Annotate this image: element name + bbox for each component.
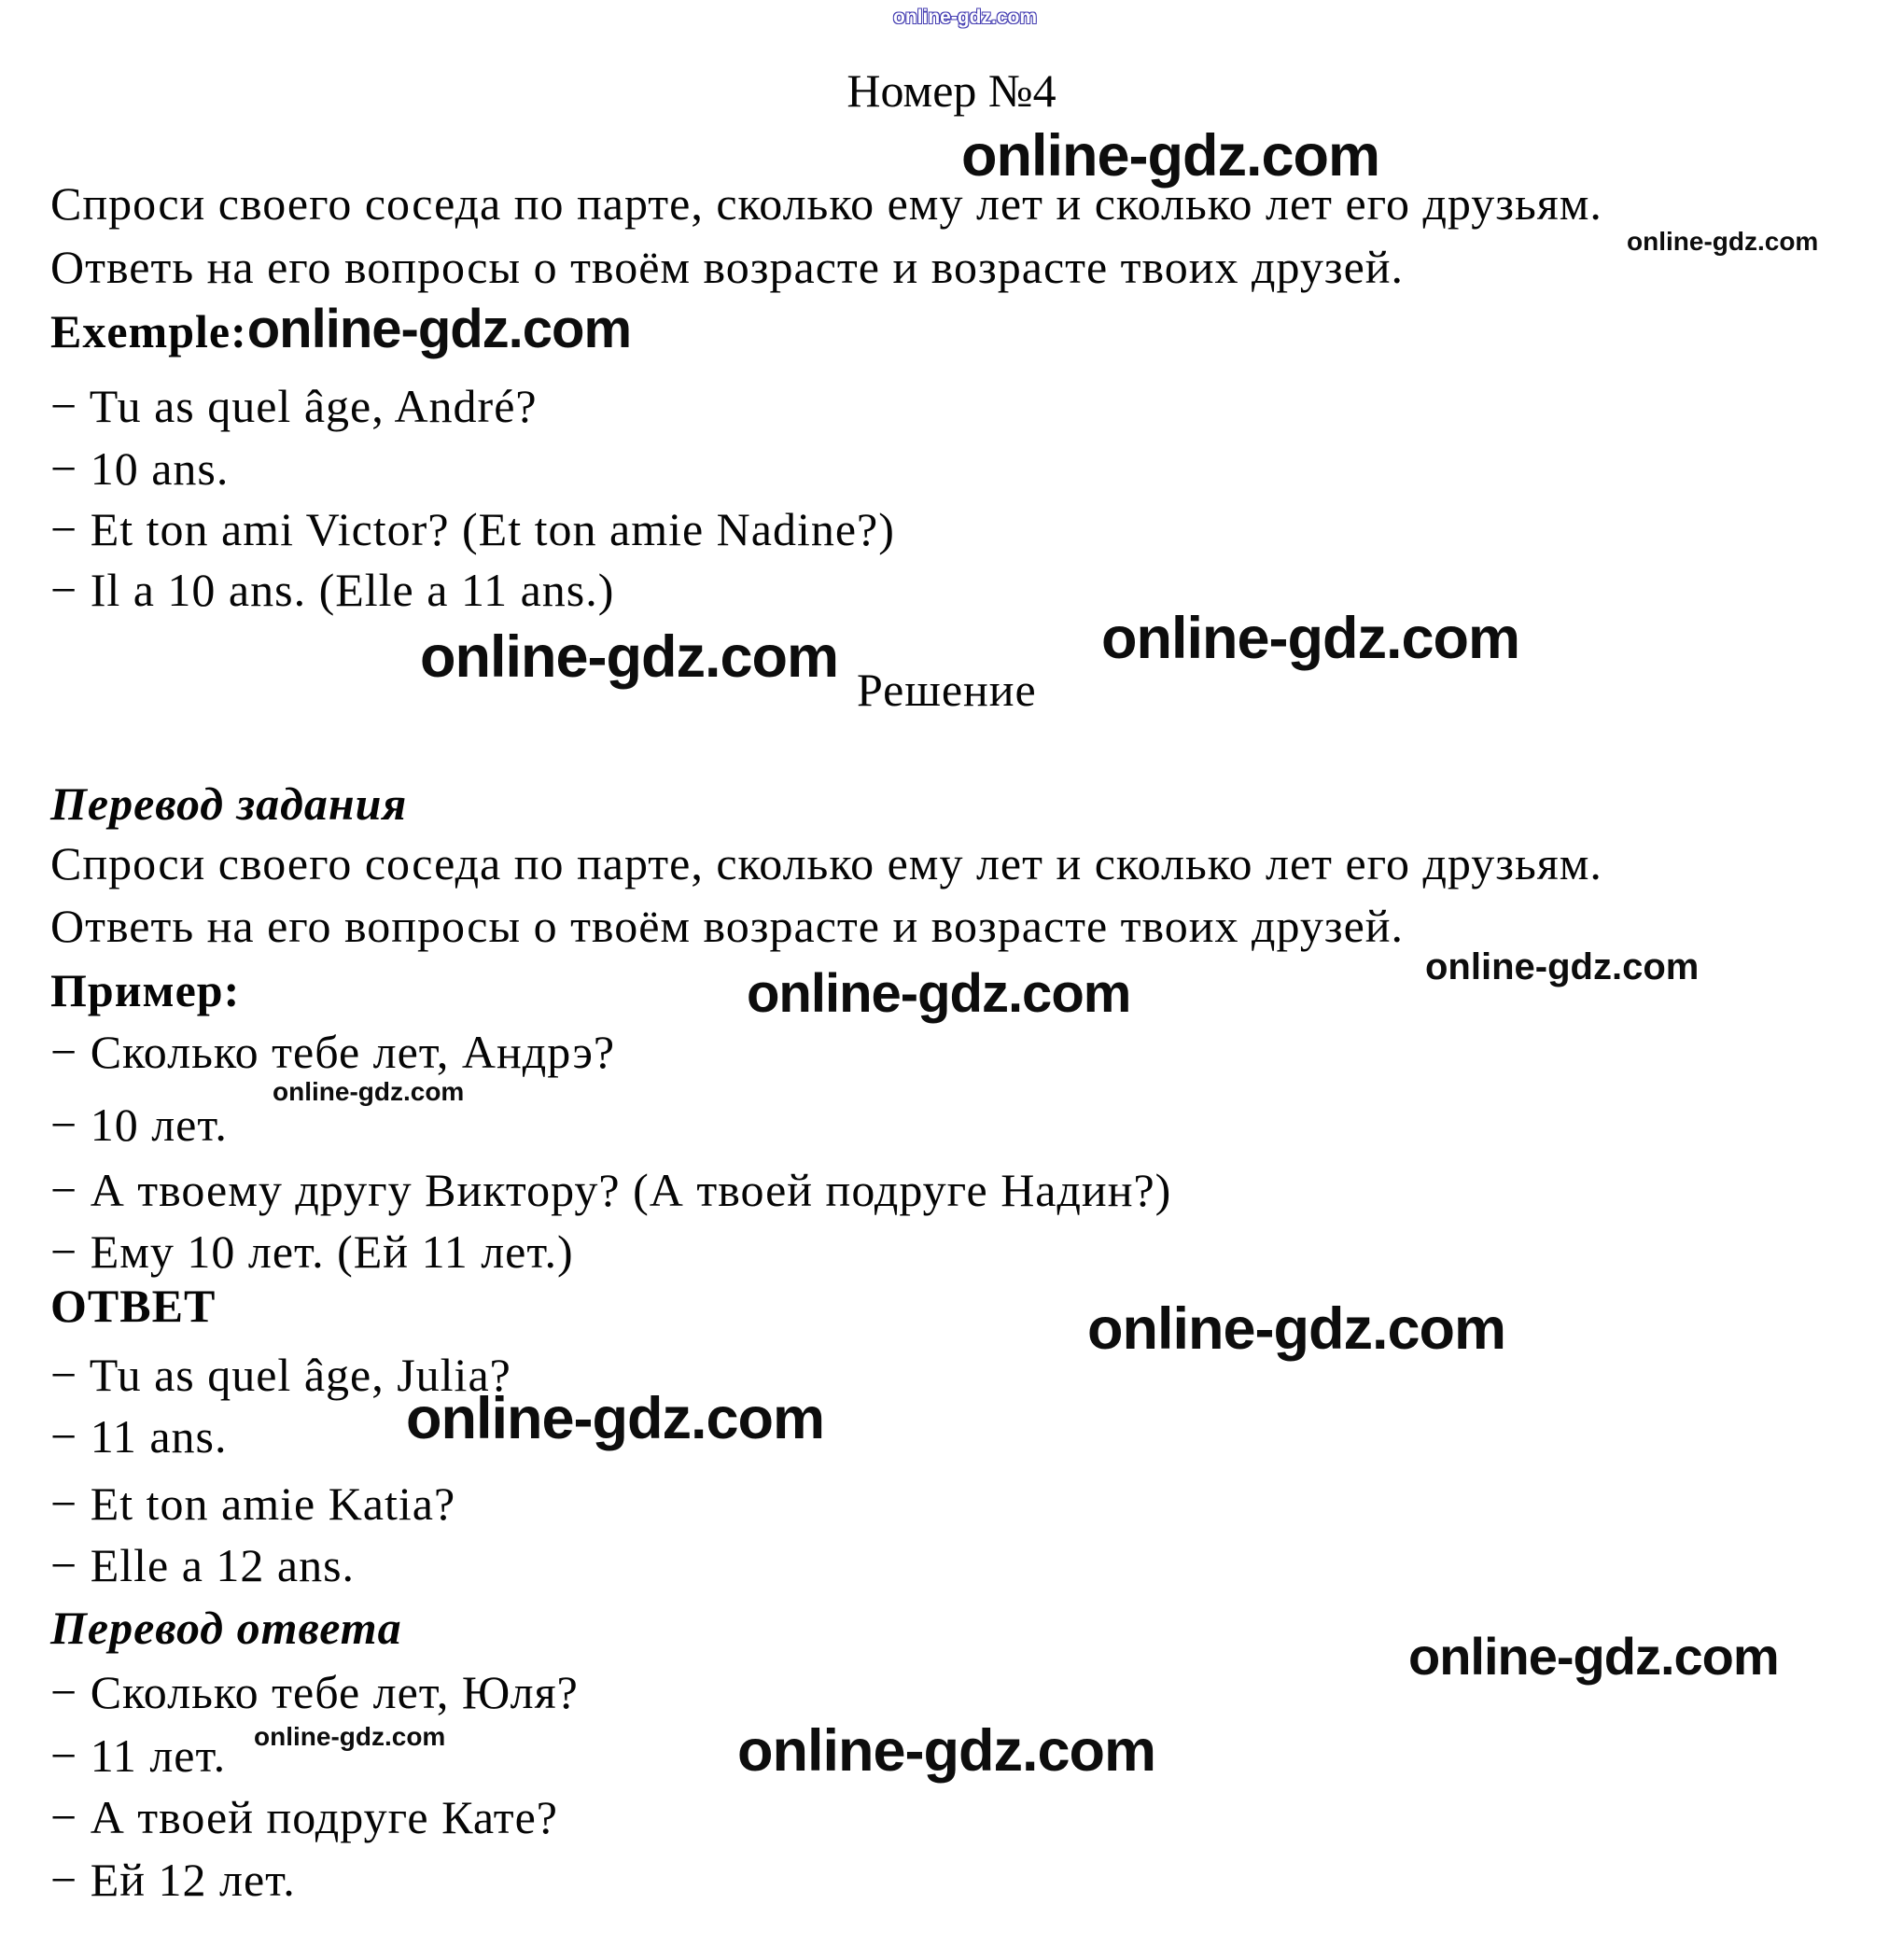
- watermark-task-right: online-gdz.com: [1627, 227, 1819, 256]
- watermark-solution-right: online-gdz.com: [1101, 606, 1519, 671]
- watermark-translation-right: online-gdz.com: [1425, 946, 1700, 987]
- answer-translation-line: − А твоей подруге Кате?: [50, 1791, 558, 1843]
- example-ru-line: − А твоему другу Виктору? (А твоей подруге Надин?): [50, 1164, 1172, 1216]
- answer-translation-line: − 11 лет.: [50, 1729, 227, 1782]
- translation-line-1: Спроси своего соседа по парте, сколько ему лет и сколько лет его друзьям.: [50, 837, 1602, 889]
- watermark-example-ru-center: online-gdz.com: [747, 963, 1131, 1024]
- example-line: − 10 ans.: [50, 442, 230, 495]
- watermark-bottom-center: online-gdz.com: [737, 1718, 1155, 1784]
- translation-heading: Перевод задания: [50, 777, 408, 830]
- page-title: Номер №4: [847, 64, 1056, 117]
- example-ru-line: − 10 лет.: [50, 1099, 228, 1151]
- answer-translation-heading: Перевод ответа: [50, 1602, 402, 1654]
- answer-translation-line: − Сколько тебе лет, Юля?: [50, 1666, 579, 1718]
- example-ru-label: Пример:: [50, 964, 241, 1016]
- watermark-answer-center: online-gdz.com: [406, 1386, 824, 1451]
- task-text-line-2: Ответь на его вопросы о твоём возрасте и возрасте твоих друзей.: [50, 241, 1405, 293]
- watermark-answer-right: online-gdz.com: [1087, 1296, 1505, 1362]
- watermark-example-inline: online-gdz.com: [246, 299, 632, 359]
- answer-heading: ОТВЕТ: [50, 1280, 217, 1332]
- answer-line: − Et ton amie Katia?: [50, 1477, 456, 1530]
- answer-translation-line: − Ей 12 лет.: [50, 1854, 296, 1906]
- watermark-small-1: online-gdz.com: [273, 1077, 465, 1106]
- example-line: − Il a 10 ans. (Elle a 11 ans.): [50, 564, 615, 616]
- answer-line: − Tu as quel âge, Julia?: [50, 1349, 511, 1401]
- example-line: − Et ton ami Victor? (Et ton amie Nadine?): [50, 503, 895, 555]
- watermark-top-tiny: online-gdz.com: [893, 7, 1037, 28]
- watermark-header: online-gdz.com: [961, 123, 1379, 189]
- translation-line-2: Ответь на его вопросы о твоём возрасте и возрасте твоих друзей.: [50, 900, 1405, 952]
- answer-line: − Elle a 12 ans.: [50, 1539, 356, 1591]
- task-text-line-1: Спроси своего соседа по парте, сколько ему лет и сколько лет его друзьям.: [50, 177, 1602, 230]
- solution-label: Решение: [857, 664, 1037, 716]
- example-ru-line: − Ему 10 лет. (Ей 11 лет.): [50, 1225, 574, 1278]
- answer-line: − 11 ans.: [50, 1410, 228, 1463]
- watermark-solution-left: online-gdz.com: [420, 624, 838, 690]
- watermark-bottom-right: online-gdz.com: [1408, 1627, 1779, 1686]
- example-ru-line: − Сколько тебе лет, Андрэ?: [50, 1026, 616, 1078]
- watermark-small-2: online-gdz.com: [254, 1722, 446, 1751]
- example-label: Exemple:: [50, 305, 247, 357]
- example-heading-row: [50, 300, 631, 359]
- example-line: − Tu as quel âge, André?: [50, 380, 538, 432]
